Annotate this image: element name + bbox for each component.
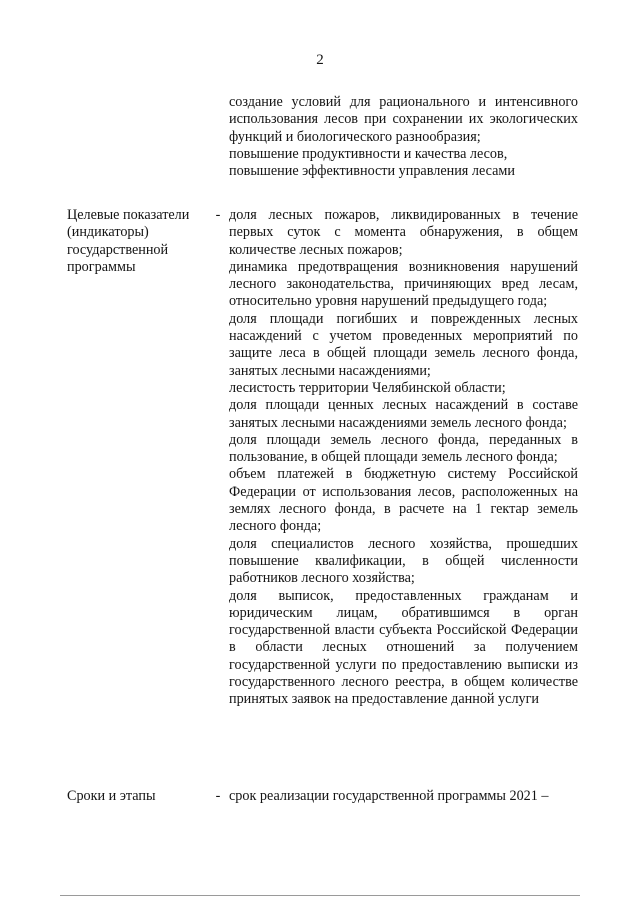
bottom-rule [60, 895, 580, 896]
page-number: 2 [316, 52, 324, 68]
goals-paragraph: повышение продуктивности и качества лесов, [229, 145, 508, 162]
terms-dash: - [215, 788, 221, 804]
goals-paragraph: повышение эффективности управления лесами [229, 163, 515, 180]
indicator-item: объем платежей в бюджетную систему Российской Федерации от использования лесов, расположенных на землях лесного фонда, в расчете на 1 гектар земель лесного фонда; [229, 466, 578, 535]
indicator-item: доля площади погибших и поврежденных лесных насаждений с учетом проведенных мероприятий по защите леса в общей площади земель лесного фонда, занятых лесными насаждениями; [229, 310, 578, 379]
goals-paragraph: создание условий для рационального и интенсивного использования лесов при сохранении их экологических функций и биологического разнообразия; [229, 94, 578, 145]
indicator-item: динамика предотвращения возникновения нарушений лесного законодательства, причиняющих вред лесам, относительно уровня нарушений предыдущего года; [229, 258, 578, 310]
terms-label: Сроки и этапы [67, 788, 156, 804]
indicators-dash: - [215, 207, 221, 223]
indicator-item: доля площади ценных лесных насаждений в составе занятых лесными насаждениями земель лесного фонда; [229, 397, 578, 431]
indicator-item: доля выписок, предоставленных гражданам и юридическим лицам, обратившимся в орган государственной власти субъекта Российской Федерации в области лесных отношений за получением государственной услуги по предоставлению выписки из государственного лесного реестра, в общем количестве принятых заявок на предоставление данной услуги [229, 587, 578, 708]
indicator-item: доля площади земель лесного фонда, переданных в пользование, в общей площади земель лесного фонда; [229, 431, 578, 466]
indicator-item: доля специалистов лесного хозяйства, прошедших повышение квалификации, в общей численности работников лесного хозяйства; [229, 535, 578, 587]
indicator-item: доля лесных пожаров, ликвидированных в течение первых суток с момента обнаружения, в общем количестве лесных пожаров; [229, 207, 578, 258]
indicators-list [229, 207, 578, 709]
goals-continuation [229, 94, 578, 180]
terms-text: срок реализации государственной программы 2021 – [229, 788, 549, 804]
indicator-item: лесистость территории Челябинской области; [229, 379, 506, 396]
indicators-label: Целевые показатели (индикаторы) государственной программы [67, 207, 190, 275]
